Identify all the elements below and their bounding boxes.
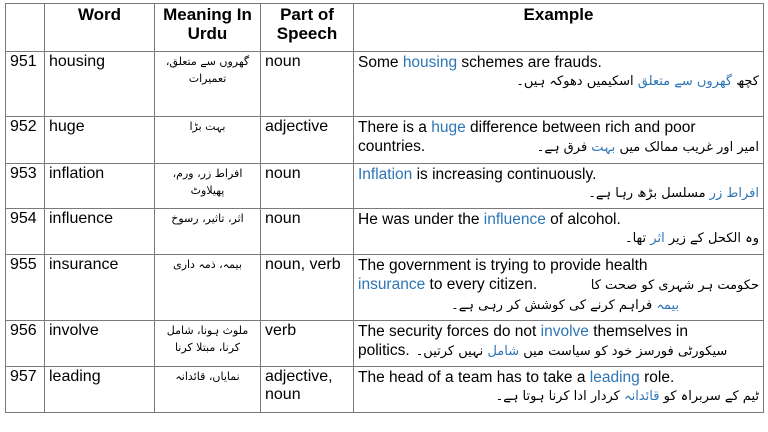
word-cell: leading xyxy=(45,367,155,413)
example-cell xyxy=(354,321,764,367)
urdu-example: افراط زر مسلسل بڑھ رہا ہے۔ xyxy=(588,186,759,201)
english-example-continued: countries. xyxy=(358,138,426,155)
row-number: 951 xyxy=(6,52,45,117)
highlight-word: influence xyxy=(483,211,546,228)
highlight-word: بہت xyxy=(591,140,616,155)
english-example: He was under the influence of alcohol. xyxy=(358,211,621,228)
row-number: 953 xyxy=(6,164,45,209)
highlight-word: قائدانہ xyxy=(624,389,660,404)
header-example: Example xyxy=(354,4,764,52)
part-of-speech-cell: noun xyxy=(261,164,354,209)
word-cell: inflation xyxy=(45,164,155,209)
highlight-word: افراط زر xyxy=(709,186,759,201)
urdu-meaning-cell: اثر، تاثیر، رسوخ xyxy=(155,209,261,255)
urdu-meaning-cell: گھروں سے متعلق، تعمیرات xyxy=(155,52,261,117)
part-of-speech-cell: noun xyxy=(261,209,354,255)
table-row xyxy=(6,321,764,367)
header-row xyxy=(6,4,764,52)
english-example: The security forces do not involve themselves in xyxy=(358,323,688,340)
header-number xyxy=(6,4,45,52)
urdu-example: وہ الکحل کے زیر اثر تھا۔ xyxy=(624,231,759,246)
table-row xyxy=(6,117,764,164)
table-row xyxy=(6,164,764,209)
english-example: Some housing schemes are frauds. xyxy=(358,54,602,71)
word-cell: huge xyxy=(45,117,155,164)
part-of-speech-cell: noun, verb xyxy=(261,255,354,321)
highlight-word: involve xyxy=(540,323,589,340)
urdu-example-start: حکومت ہر شہری کو صحت کا xyxy=(590,278,759,293)
highlight-word: بیمہ xyxy=(656,298,679,313)
highlight-word: شامل xyxy=(487,344,520,359)
row-number: 954 xyxy=(6,209,45,255)
word-cell: involve xyxy=(45,321,155,367)
urdu-meaning-cell: افراط زر، ورم، پھیلاوٹ xyxy=(155,164,261,209)
urdu-meaning-cell: نمایاں، قائدانہ xyxy=(155,367,261,413)
row-number: 955 xyxy=(6,255,45,321)
urdu-meaning-cell: ملوث ہونا، شامل کرنا، مبتلا کرنا xyxy=(155,321,261,367)
header-word: Word xyxy=(45,4,155,52)
highlight-word: housing xyxy=(402,54,458,71)
example-cell xyxy=(354,117,764,164)
word-cell: housing xyxy=(45,52,155,117)
row-number: 956 xyxy=(6,321,45,367)
urdu-example: بیمہ فراہم کرنے کی کوشش کر رہی ہے۔ xyxy=(451,298,679,313)
table-row xyxy=(6,52,764,117)
highlight-word: Inflation xyxy=(358,166,413,183)
english-example-continued: politics. xyxy=(358,342,410,359)
part-of-speech-cell: noun xyxy=(261,52,354,117)
highlight-word: اثر xyxy=(650,231,665,246)
english-example: The government is trying to provide health xyxy=(358,257,648,274)
table-row xyxy=(6,209,764,255)
header-part-of-speech: Part of Speech xyxy=(261,4,354,52)
example-cell xyxy=(354,255,764,321)
part-of-speech-cell: adjective xyxy=(261,117,354,164)
header-meaning: Meaning In Urdu xyxy=(155,4,261,52)
english-example: Inflation is increasing continuously. xyxy=(358,166,597,183)
row-number: 952 xyxy=(6,117,45,164)
part-of-speech-cell: adjective, noun xyxy=(261,367,354,413)
highlight-word: huge xyxy=(431,119,466,136)
english-example-continued: insurance to every citizen. xyxy=(358,276,538,293)
example-cell xyxy=(354,164,764,209)
word-cell: insurance xyxy=(45,255,155,321)
table-row xyxy=(6,367,764,413)
urdu-example: امیر اور غریب ممالک میں بہت فرق ہے۔ xyxy=(536,140,759,155)
urdu-meaning-cell: بیمہ، ذمہ داری xyxy=(155,255,261,321)
vocabulary-table xyxy=(5,3,764,413)
highlight-word: leading xyxy=(589,369,640,386)
word-cell: influence xyxy=(45,209,155,255)
row-number: 957 xyxy=(6,367,45,413)
english-example: The head of a team has to take a leading role. xyxy=(358,369,675,386)
urdu-example: سیکورٹی فورسز خود کو سیاست میں شامل نہیں کرتیں۔ xyxy=(415,344,728,359)
urdu-meaning-cell: بہت بڑا xyxy=(155,117,261,164)
example-cell xyxy=(354,367,764,413)
highlight-word: insurance xyxy=(358,276,426,293)
urdu-example: کچھ گھروں سے متعلق اسکیمیں دھوکہ ہیں۔ xyxy=(516,74,759,89)
part-of-speech-cell: verb xyxy=(261,321,354,367)
urdu-example: ٹیم کے سربراہ کو قائدانہ کردار ادا کرنا ہوتا ہے۔ xyxy=(495,389,759,404)
table-row xyxy=(6,255,764,321)
example-cell xyxy=(354,52,764,117)
highlight-word: گھروں سے متعلق xyxy=(637,74,733,89)
english-example: There is a huge difference between rich and poor xyxy=(358,119,696,136)
example-cell xyxy=(354,209,764,255)
